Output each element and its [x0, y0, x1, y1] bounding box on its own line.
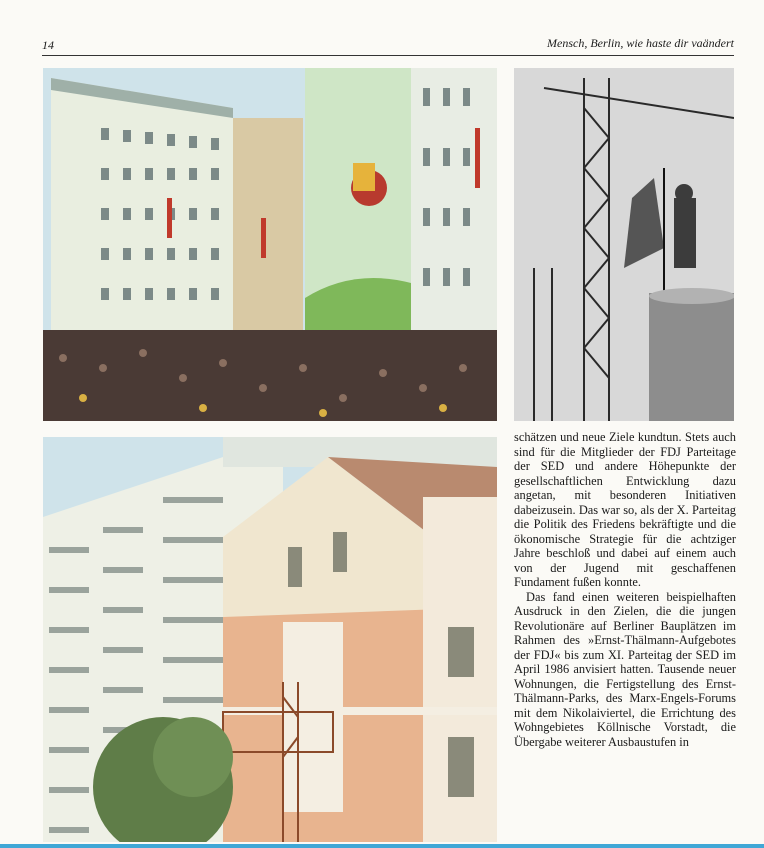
photo-crane-flag	[514, 68, 734, 421]
header-rule	[42, 55, 734, 56]
bottom-accent-bar	[0, 844, 764, 848]
paragraph: Das fand einen weiteren beispielhaften Ausdruck in den Zielen, die die jungen Revolutionäre auf Berliner Bauplätzen im Rahmen des »Ernst-Thälmann-Aufgebotes der FDJ« bis zum XI. Parteitag der SED im April 1986 anvisiert hatten. Tausende neuer Wohnungen, die Fertigstellung des Ernst-Thälmann-Parks, des Marx-Engels-Forums mit dem Nikolaiviertel, die Errichtung des Wohngebietes Köllnische Vorstadt, die Übergabe weiterer Ausbaustufen in	[514, 589, 736, 749]
paragraph: schätzen und neue Ziele kundtun. Stets auch sind für die Mitglieder der FDJ Parteitage der SED und andere Höhepunkte der gesellschaftlichen Entwicklung dazu angetan, mit besonderen Initiativen dabeizusein. Das war so, als der X. Parteitag die Politik des Friedens bekräftigte und die ökonomische Strategie für die achtziger Jahre beschloß und dabei auf einem auch von der Jugend mit geschaffenen Fundament fußen konnte.	[514, 430, 736, 589]
photo-rally-mural	[43, 68, 497, 421]
article-text	[514, 430, 736, 749]
photo-facade-painting	[43, 437, 497, 842]
page-number: 14	[42, 38, 54, 52]
running-title: Mensch, Berlin, wie haste dir vaändert	[547, 36, 734, 50]
